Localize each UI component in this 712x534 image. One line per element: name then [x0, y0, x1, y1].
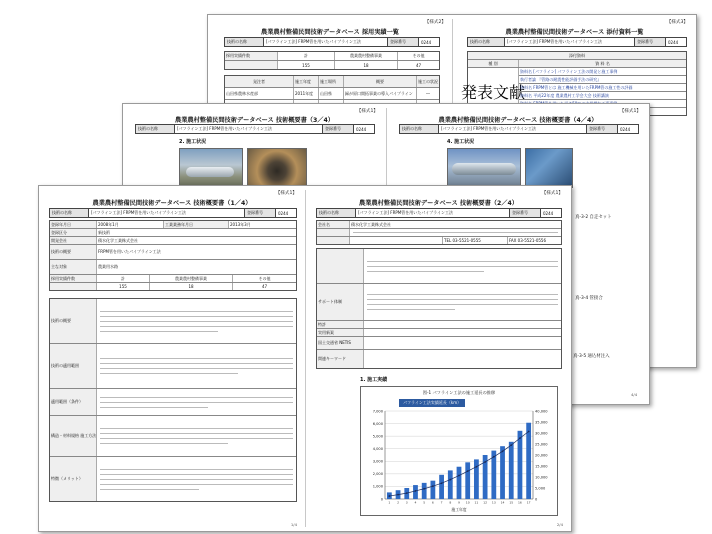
chart-point: [476, 466, 478, 468]
y2-tick-label: 10,000: [535, 475, 548, 480]
table-cell: 山田県農林水産部: [225, 88, 294, 99]
name-label: 技術の名称: [136, 125, 175, 133]
table-row: [225, 76, 439, 88]
table-cell: 計: [278, 52, 335, 60]
x-tick-label: 2: [397, 500, 400, 505]
table-cell: 特許: [317, 321, 364, 328]
y-tick-label: 1,000: [372, 484, 383, 489]
table-row: [50, 344, 296, 389]
chart-point: [432, 485, 434, 487]
table-cell: 構造・材料規格 施工方法: [50, 416, 97, 456]
reg-label: 登録番号: [510, 209, 541, 217]
chart-bar: [474, 459, 479, 499]
chart-point: [467, 470, 469, 472]
chart-plot: [361, 387, 557, 515]
construction-photo: [179, 148, 243, 190]
table-cell: 積水化学工業株式会社: [98, 237, 138, 243]
chart-point: [519, 437, 521, 439]
table-cell: 47: [261, 284, 268, 289]
page-number: 1/4: [290, 522, 297, 527]
page-title: 農業農村整備民間技術データベース 技術概要書（1／4）: [92, 200, 252, 207]
overview-table: [49, 220, 297, 291]
x-tick-label: 3: [405, 500, 408, 505]
chart-bar: [430, 481, 435, 499]
y-tick-label: 5,000: [372, 434, 383, 439]
name-value: [パフライン工法] FRPM管を用いたパイプライン工法: [356, 209, 510, 217]
page-number: 4/4: [631, 392, 638, 397]
x-tick-label: 17: [526, 500, 531, 505]
y-tick-label: 3,000: [372, 459, 383, 464]
text-block: [364, 249, 561, 283]
table-row: [317, 321, 561, 329]
table-cell: 緑が原口開拓事業の導入パイプライン: [344, 88, 417, 99]
x-tick-label: 10: [465, 500, 470, 505]
page-title: 農業農村整備民間技術データベース 技術概要書（3／4）: [175, 117, 334, 124]
list-item-text: 資料名 [パフライン] パフライン工法の開発と施工事例: [520, 68, 618, 74]
table-cell: 採用実績件数: [225, 52, 278, 60]
table-cell: ―: [426, 91, 430, 96]
x-tick-label: 5: [423, 500, 426, 505]
table-row: [225, 52, 439, 61]
y-tick-label: 2,000: [372, 472, 383, 477]
pipe-shape: [186, 167, 234, 177]
text-block: [97, 457, 296, 501]
list-item-text: 執行者論 『管路の耐震性能評価手法の研究』: [520, 76, 602, 82]
chart-point: [441, 482, 443, 484]
reg-value: 0244: [668, 39, 679, 45]
chart-bar: [500, 446, 505, 499]
table-cell: 農業農村整備事業: [335, 52, 398, 60]
table-cell: FRPM管を用いたパイプライン工法: [98, 249, 161, 254]
table-cell: [50, 283, 97, 290]
y-tick-label: 6,000: [372, 421, 383, 426]
text-block: [364, 284, 561, 320]
page-title: 農業農村整備民間技術データベース 技術概要書（4／4）: [438, 117, 598, 124]
x-tick-label: 16: [518, 500, 522, 505]
table-cell: 農業農村整備事業: [150, 275, 233, 282]
name-value: [パフライン工法] FRPM管を用いたパイプライン工法: [175, 125, 323, 133]
chart-point: [458, 475, 460, 477]
table-cell: [364, 321, 561, 328]
table-cell: 2008年1月: [97, 221, 164, 228]
reg-label: 登録番号: [323, 125, 354, 133]
table-cell: 特徴（メリット）: [50, 457, 97, 501]
y2-tick-label: 25,000: [535, 442, 548, 447]
table-cell: 技術の概要: [50, 245, 97, 259]
header-row: [467, 37, 687, 47]
table-cell: 実用新案: [317, 329, 364, 336]
table-row: [317, 237, 561, 244]
table-row: [50, 299, 296, 344]
table-cell: 18: [335, 61, 398, 69]
text-block: [97, 299, 296, 343]
document-sheet-front: [38, 185, 572, 532]
form-tag: 【様式1】: [356, 109, 378, 114]
table-cell: 概要: [344, 76, 417, 87]
name-value: [パフライン工法] FRPM管を用いたパイプライン工法: [89, 209, 245, 217]
list-item: [519, 84, 686, 92]
table-cell: [350, 237, 443, 244]
photo-caption: 真-3-2 自走セット: [575, 215, 612, 220]
y-tick-label: 0: [380, 497, 383, 502]
x-tick-label: 12: [483, 500, 488, 505]
y2-tick-label: 40,000: [535, 409, 548, 414]
y2-tick-label: 15,000: [535, 464, 548, 469]
chart-point: [397, 494, 399, 496]
table-row: [468, 60, 686, 68]
table-row: [225, 88, 439, 100]
form-tag: 【様式2】: [424, 20, 446, 25]
table-cell: 施工場所: [319, 76, 344, 87]
y2-tick-label: 30,000: [535, 431, 548, 436]
chart-bar: [439, 475, 444, 499]
y-tick-label: 4,000: [372, 447, 383, 452]
table-row: [317, 350, 561, 368]
table-cell: 国土交通省 NETIS: [317, 337, 364, 349]
list-item: [519, 68, 686, 76]
chart-point: [415, 490, 417, 492]
x-tick-label: 9: [458, 500, 460, 505]
chart-point: [406, 492, 408, 494]
page-overview-2: [306, 186, 571, 531]
table-cell: 18: [150, 283, 233, 290]
table-cell: 155: [278, 61, 335, 69]
x-tick-label: 7: [440, 500, 443, 505]
text-block: [97, 344, 296, 388]
name-label: 技術の名称: [225, 38, 264, 46]
table-row: [317, 337, 561, 350]
performance-chart: [360, 386, 558, 516]
table-cell: 計: [97, 275, 150, 282]
text-block: [97, 389, 296, 415]
header-row: [316, 208, 562, 218]
page-title: 農業農村整備民間技術データベース 技術概要書（2／4）: [359, 200, 518, 207]
table-cell: 登録区分: [50, 229, 97, 236]
form-tag: 【様式1】: [541, 191, 563, 196]
table-cell: 添付資料: [569, 52, 585, 58]
table-row: [50, 260, 296, 275]
table-cell: その他: [258, 275, 271, 281]
x-tick-label: 4: [414, 500, 417, 505]
form-tag: 【様式3】: [666, 20, 688, 25]
page-number: 2/4: [556, 522, 563, 527]
reg-value: 0244: [620, 126, 631, 132]
y2-tick-label: 5,000: [535, 486, 546, 491]
name-label: 技術の名称: [50, 209, 89, 217]
reg-label: 登録番号: [388, 38, 419, 46]
table-row: [50, 457, 296, 501]
table-row: [317, 229, 561, 237]
y-tick-label: 7,000: [372, 409, 383, 414]
table-cell: [225, 61, 278, 69]
list-item: [519, 76, 686, 84]
page-title: 農業農村整備民間技術データベース 採用実績一覧: [261, 29, 399, 36]
x-tick-label: 14: [500, 500, 505, 505]
reg-value: 0244: [543, 210, 554, 216]
pipe-shape: [452, 163, 516, 175]
chart-point: [493, 456, 495, 458]
table-row: [50, 237, 296, 245]
table-cell: 会社名: [317, 221, 350, 228]
form-tag: 【様式1】: [275, 191, 297, 196]
construction-photo: [247, 148, 307, 190]
y2-tick-label: 35,000: [535, 420, 548, 425]
chart-bar: [518, 431, 523, 499]
support-table: [316, 248, 562, 369]
table-cell: 155: [97, 283, 150, 290]
x-tick-label: 13: [491, 500, 496, 505]
page-title: 農業農村整備民間技術データベース 添付資料一覧: [505, 29, 644, 36]
x-tick-label: 11: [474, 500, 479, 505]
chart-bar: [457, 467, 462, 499]
chart-point: [449, 479, 451, 481]
table-row: [50, 245, 296, 260]
header-row: [399, 124, 639, 134]
list-item-text: 資料名 FRPM管とは 施工機械を用いたFRPM管の施工性の評価: [520, 84, 633, 90]
table-row: [50, 416, 296, 457]
section-heading: 1. 施工実績: [360, 377, 388, 383]
table-cell: 技術の適用範囲: [50, 344, 97, 388]
name-value: [パフライン工法] FRPM管を用いたパイプライン工法: [505, 38, 635, 46]
table-cell: TEL 03-5521-0555: [443, 237, 508, 244]
table-cell: 農業用水路: [98, 264, 118, 269]
table-cell: 種 別: [468, 60, 519, 67]
table-cell: その他: [412, 53, 425, 58]
reg-value: 0244: [278, 210, 289, 216]
x-axis-label: 施工年度: [451, 507, 467, 512]
table-cell: 資 料 名: [595, 60, 610, 66]
table-cell: 2011年度: [294, 88, 319, 99]
reg-value: 0244: [356, 126, 367, 132]
table-cell: 関連キーワード: [317, 350, 364, 368]
chart-point: [423, 488, 425, 490]
table-cell: 施工年度: [294, 76, 319, 87]
section-heading: 2. 施工状況: [179, 139, 207, 145]
chart-point: [528, 431, 530, 433]
x-tick-label: 6: [431, 500, 434, 505]
table-cell: 発表文献: [468, 68, 519, 115]
reg-label: 登録番号: [635, 38, 666, 46]
name-label: 技術の名称: [400, 125, 439, 133]
table-row: [50, 221, 296, 229]
description-table: [49, 298, 297, 502]
construction-photo: [525, 148, 573, 188]
photo-caption: 真-3-4 管接合: [575, 296, 603, 301]
chart-bar: [448, 470, 453, 499]
table-cell: 47: [415, 62, 422, 68]
table-cell: 登録年月日: [50, 221, 97, 228]
legend-label: パフライン工法実績延長（km）: [403, 400, 462, 405]
chart-point: [484, 461, 486, 463]
table-cell: FAX 03-5521-0556: [509, 238, 547, 243]
header-row: [135, 124, 375, 134]
reg-label: 登録番号: [245, 209, 276, 217]
list-item-text: 資料名 平成22年度 農業農村工学会大会 技術講演: [520, 92, 609, 98]
chart-bar: [465, 462, 470, 499]
header-row: [49, 208, 297, 218]
name-label: 技術の名称: [468, 38, 505, 46]
table-cell: サポート体制: [317, 284, 364, 320]
construction-photo: [447, 148, 521, 188]
table-cell: 適用範囲（条件）: [50, 389, 97, 415]
table-cell: 採用実績件数: [50, 275, 97, 282]
reg-value: 0244: [421, 39, 432, 45]
table-row: [317, 249, 561, 284]
photo-caption: 真-3-5 通込材注入: [573, 354, 610, 359]
text-block: [97, 416, 296, 456]
section-heading: 4. 施工状況: [447, 139, 475, 145]
adoption-table: [224, 51, 440, 70]
table-row: [225, 61, 439, 69]
name-label: 技術の名称: [317, 209, 356, 217]
table-row: [50, 275, 296, 283]
table-row: [317, 221, 561, 229]
table-cell: 山田県: [319, 88, 344, 99]
table-cell: [364, 329, 561, 336]
table-cell: 施工の状況: [418, 78, 438, 84]
table-row: [50, 283, 296, 290]
table-cell: 発注者: [225, 76, 294, 87]
table-row: [50, 229, 296, 237]
table-cell: [317, 229, 350, 236]
table-cell: 新技術: [98, 229, 110, 235]
x-tick-label: 15: [509, 500, 514, 505]
page-overview-1: [39, 186, 305, 531]
table-cell: [350, 229, 561, 236]
table-row: [317, 329, 561, 337]
list-item: [519, 92, 686, 100]
name-value: [パフライン工法] FRPM管を用いたパイプライン工法: [439, 125, 587, 133]
form-tag: 【様式1】: [619, 109, 641, 114]
table-cell: [317, 237, 350, 244]
reg-label: 登録番号: [587, 125, 618, 133]
table-cell: [317, 249, 364, 283]
contact-table: [316, 220, 562, 245]
table-cell: [364, 337, 561, 349]
table-cell: 2013年3月: [230, 221, 251, 227]
chart-bar: [509, 442, 514, 499]
chart-bar: [413, 485, 418, 499]
x-tick-label: 1: [388, 500, 391, 505]
chart-title: 図-1 パフライン工法の施工延長の推移: [422, 390, 496, 395]
chart-point: [388, 495, 390, 497]
table-row: [50, 389, 296, 416]
y2-tick-label: 0: [535, 497, 538, 502]
chart-point: [510, 444, 512, 446]
chart-point: [502, 450, 504, 452]
chart-bar: [526, 423, 531, 499]
table-cell: 技術の概要: [50, 299, 97, 343]
table-cell: 工業業務年月日: [164, 221, 229, 228]
chart-bar: [422, 483, 427, 499]
table-cell: 主な対象: [50, 260, 97, 274]
y2-tick-label: 20,000: [535, 453, 548, 458]
x-tick-label: 8: [449, 500, 452, 505]
header-row: [224, 37, 440, 47]
table-cell: 開発会社: [50, 237, 97, 244]
name-value: [パフライン工法] FRPM管を用いたパイプライン工法: [264, 38, 388, 46]
table-row: [468, 52, 686, 60]
table-row: [317, 284, 561, 321]
table-cell: 積水化学工業株式会社: [351, 221, 391, 227]
table-cell: [364, 350, 561, 368]
